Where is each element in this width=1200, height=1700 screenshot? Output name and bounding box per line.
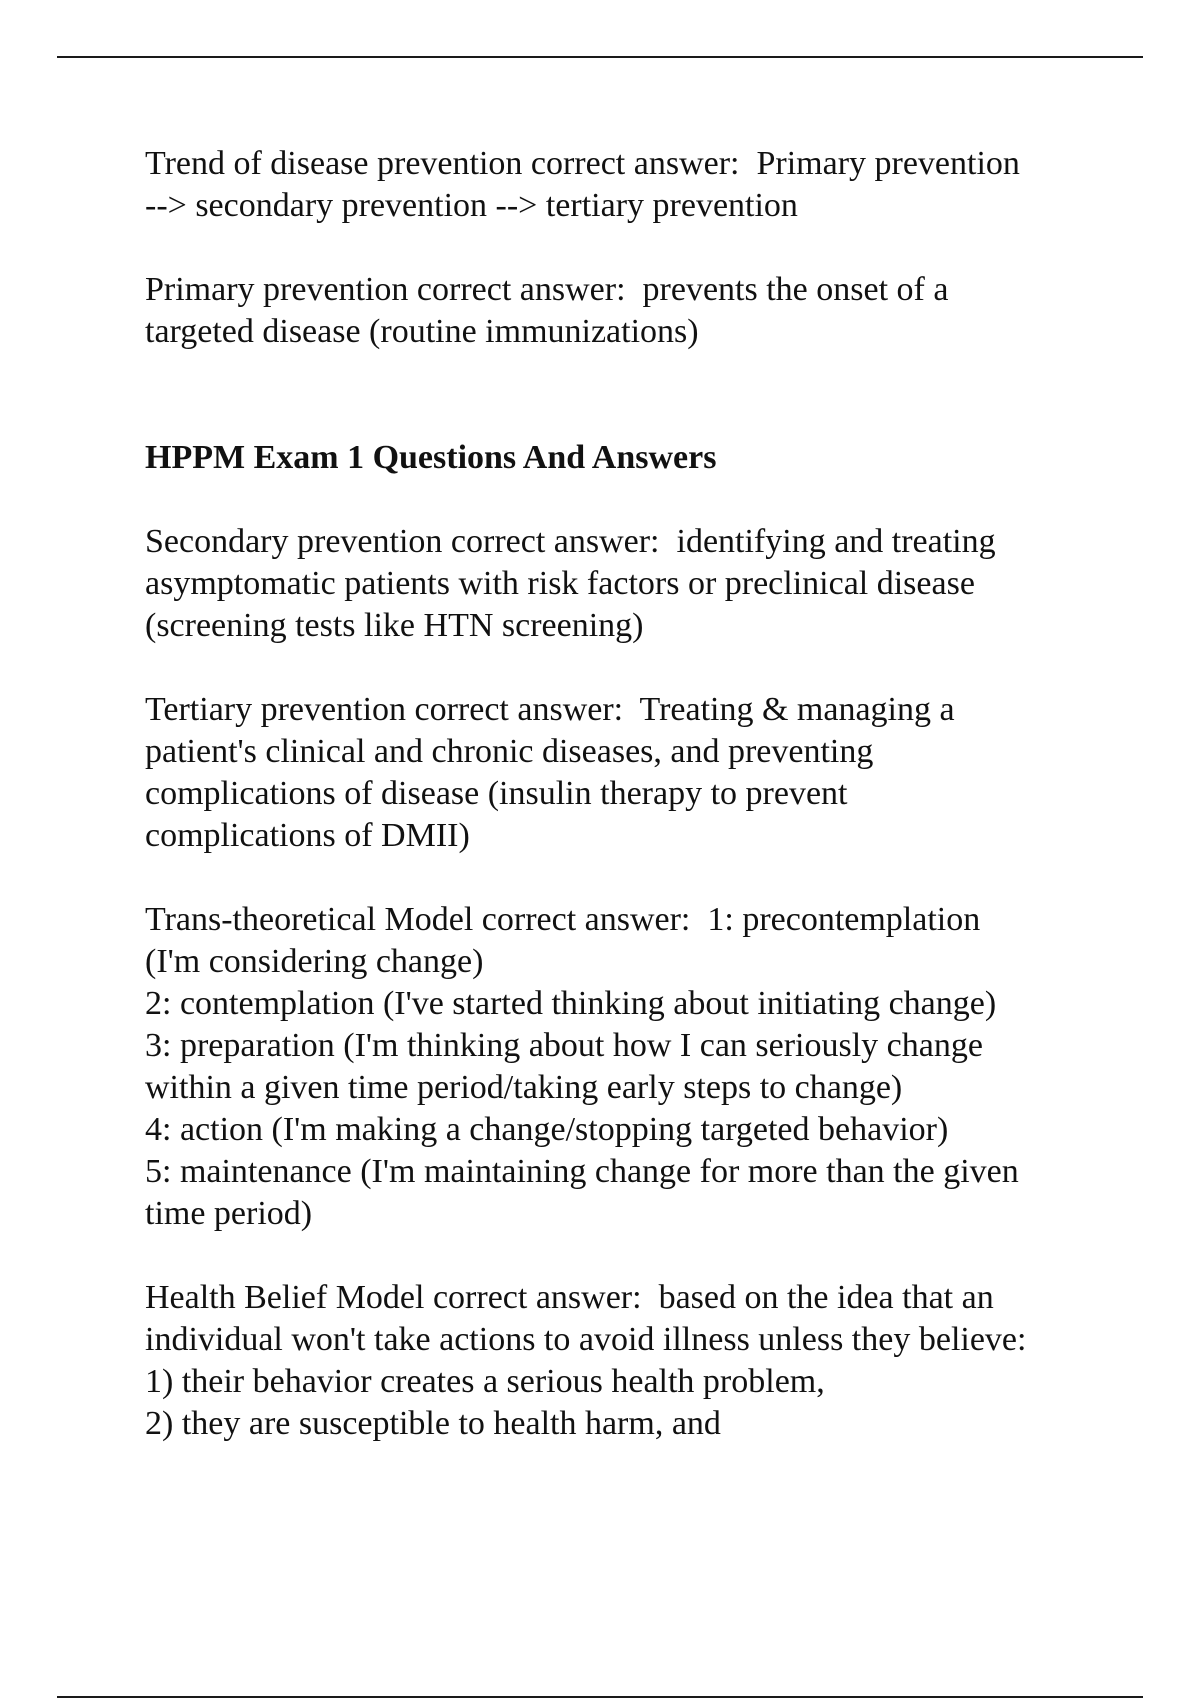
heading-text: HPPM Exam 1 Questions And Answers bbox=[145, 439, 717, 476]
text-line: 2) they are susceptible to health harm, and bbox=[145, 1405, 721, 1442]
text-line: 2: contemplation (I've started thinking about initiating change) bbox=[145, 985, 997, 1022]
text-line: Tertiary prevention correct answer: Treating & managing a bbox=[145, 691, 955, 728]
text-line: patient's clinical and chronic diseases, and preventing bbox=[145, 733, 874, 770]
text-line: (I'm considering change) bbox=[145, 943, 484, 980]
text-line: 4: action (I'm making a change/stopping targeted behavior) bbox=[145, 1111, 949, 1148]
text-line: Trend of disease prevention correct answer: Primary prevention bbox=[145, 145, 1020, 182]
text-line: Secondary prevention correct answer: identifying and treating bbox=[145, 523, 996, 560]
text-line: Trans-theoretical Model correct answer: 1: precontemplation bbox=[145, 901, 981, 938]
document-heading bbox=[145, 437, 1105, 479]
document-body bbox=[145, 143, 1105, 1487]
text-line: complications of disease (insulin therapy to prevent bbox=[145, 775, 848, 812]
text-line: individual won't take actions to avoid illness unless they believe: bbox=[145, 1321, 1027, 1358]
entry-primary-prevention bbox=[145, 269, 1105, 353]
entry-tertiary-prevention bbox=[145, 689, 1105, 857]
text-line: 5: maintenance (I'm maintaining change for more than the given bbox=[145, 1153, 1019, 1190]
entry-trend-of-disease-prevention bbox=[145, 143, 1105, 227]
text-line: asymptomatic patients with risk factors or preclinical disease bbox=[145, 565, 975, 602]
entry-health-belief-model bbox=[145, 1277, 1105, 1445]
text-line: --> secondary prevention --> tertiary prevention bbox=[145, 187, 798, 224]
text-line: 3: preparation (I'm thinking about how I can seriously change bbox=[145, 1027, 983, 1064]
text-line: Primary prevention correct answer: prevents the onset of a bbox=[145, 271, 949, 308]
entry-trans-theoretical-model bbox=[145, 899, 1105, 1235]
text-line: targeted disease (routine immunizations) bbox=[145, 313, 699, 350]
text-line: complications of DMII) bbox=[145, 817, 470, 854]
text-line: 1) their behavior creates a serious health problem, bbox=[145, 1363, 825, 1400]
text-line: within a given time period/taking early steps to change) bbox=[145, 1069, 903, 1106]
text-line: (screening tests like HTN screening) bbox=[145, 607, 644, 644]
top-rule bbox=[57, 56, 1143, 58]
text-line: time period) bbox=[145, 1195, 313, 1232]
bottom-rule bbox=[57, 1696, 1143, 1698]
entry-secondary-prevention bbox=[145, 521, 1105, 647]
text-line: Health Belief Model correct answer: based on the idea that an bbox=[145, 1279, 994, 1316]
